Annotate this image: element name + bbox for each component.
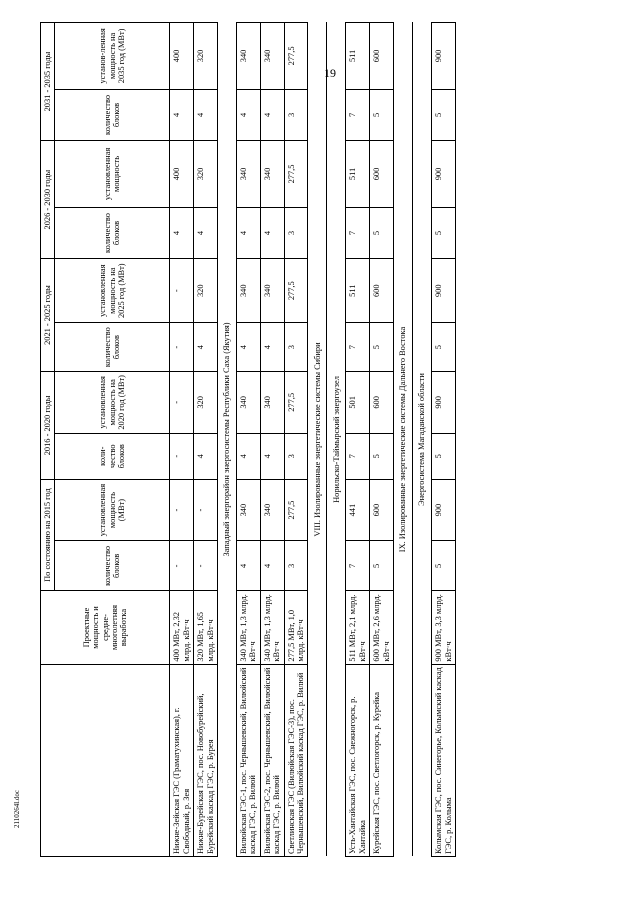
table-header	[41, 23, 170, 857]
table-row	[346, 23, 370, 857]
capacity-value-cell: 900	[432, 259, 456, 323]
group-header: 2016 - 2020 годы	[41, 372, 55, 480]
plant-name-cell: Усть-Хантайская ГЭС, пос. Снежногорск, р. Хантайка	[346, 664, 370, 856]
capacity-value-cell: 600	[370, 23, 394, 90]
units-count-cell: 4	[237, 207, 261, 258]
table-row	[284, 23, 308, 857]
project-header: Проектные мощность и средне-многолетняя выработка	[41, 591, 170, 664]
project-capacity-cell: 320 МВт, 1,65 млрд. кВт·ч	[194, 591, 218, 664]
capacity-value-cell: 277,5	[284, 479, 308, 541]
plant-name-cell: Светлинская ГЭС (Вилюйская ГЭС-3), пос. Чернышевский, Вилюйский каскад ГЭС, р. Вилюй	[284, 664, 308, 856]
units-count-cell: 4	[194, 207, 218, 258]
plant-name-cell: Нижне-Бурейская ГЭС, пос. Новобурейский, Бурейский каскад ГЭС, р. Бурея	[194, 664, 218, 856]
capacity-value-cell: 600	[370, 141, 394, 208]
capacity-value-cell: -	[170, 479, 194, 541]
units-count-cell: 5	[432, 541, 456, 591]
capacity-value-cell: 340	[237, 141, 261, 208]
sub-header: коли-чество блоков	[55, 433, 170, 479]
plant-name-cell: Колымская ГЭС, пос. Синегорье, Колымский каскад ГЭС, р. Колыма	[432, 664, 456, 856]
capacity-value-cell: 320	[194, 259, 218, 323]
units-count-cell: 4	[237, 89, 261, 140]
units-count-cell: 5	[432, 323, 456, 372]
capacity-value-cell: 340	[260, 479, 284, 541]
capacity-value-cell: 900	[432, 372, 456, 434]
project-capacity-cell: 277,5 МВт, 1,0 млрд. кВт·ч	[284, 591, 308, 664]
group-header: По состоянию на 2015 год	[41, 479, 55, 591]
project-capacity-cell: 340 МВт, 1,3 млрд. кВт·ч	[260, 591, 284, 664]
units-count-cell: 4	[260, 541, 284, 591]
units-count-cell: -	[170, 433, 194, 479]
sub-header: установленная мощность	[55, 141, 170, 208]
capacity-value-cell: 320	[194, 141, 218, 208]
section-title: Энергосистема Магаданской области	[413, 23, 432, 857]
units-count-cell: 5	[432, 433, 456, 479]
project-capacity-cell: 511 МВт, 2,1 млрд. кВт·ч	[346, 591, 370, 664]
capacity-value-cell: 340	[237, 259, 261, 323]
project-capacity-cell: 600 МВт, 2,6 млрд. кВт·ч	[370, 591, 394, 664]
units-count-cell: 5	[370, 323, 394, 372]
units-count-cell: 4	[194, 433, 218, 479]
capacity-value-cell: 340	[260, 141, 284, 208]
capacity-value-cell: 501	[346, 372, 370, 434]
units-count-cell: -	[194, 541, 218, 591]
section-title: Норильско-Таймырский энергоузел	[327, 23, 346, 857]
plant-name-cell: Вилюйская ГЭС-1, пос. Чернышевский, Вилюйский каскад ГЭС, р. Вилюй	[237, 664, 261, 856]
file-name-footer: 2110264l.doc	[13, 789, 21, 828]
units-count-cell: 5	[432, 89, 456, 140]
units-count-cell: 7	[346, 323, 370, 372]
hydro-plants-table	[40, 22, 456, 857]
table-row	[237, 23, 261, 857]
plant-name-cell: Нижне-Зейская ГЭС (Граматухинская), г. Свободный, р. Зея	[170, 664, 194, 856]
capacity-value-cell: 400	[170, 141, 194, 208]
capacity-value-cell: 600	[370, 372, 394, 434]
units-count-cell: 4	[237, 433, 261, 479]
capacity-value-cell: 340	[260, 23, 284, 90]
units-count-cell: 3	[284, 323, 308, 372]
section-title-row	[327, 23, 346, 857]
project-capacity-cell: 340 МВт, 1,3 млрд. кВт·ч	[237, 591, 261, 664]
units-count-cell: 3	[284, 433, 308, 479]
units-count-cell: 5	[432, 207, 456, 258]
table-row	[194, 23, 218, 857]
units-count-cell: 4	[237, 541, 261, 591]
project-capacity-cell: 400 МВт, 2,32 млрд. кВт·ч	[170, 591, 194, 664]
units-count-cell: 5	[370, 541, 394, 591]
units-count-cell: 4	[260, 433, 284, 479]
sub-header: количество блоков	[55, 207, 170, 258]
sub-header: количество блоков	[55, 323, 170, 372]
capacity-value-cell: 340	[237, 23, 261, 90]
capacity-value-cell: -	[170, 259, 194, 323]
units-count-cell: 4	[237, 323, 261, 372]
capacity-value-cell: 900	[432, 141, 456, 208]
capacity-value-cell: -	[170, 372, 194, 434]
units-count-cell: 7	[346, 541, 370, 591]
section-title-row	[413, 23, 432, 857]
units-count-cell: 7	[346, 89, 370, 140]
capacity-value-cell: 277,5	[284, 141, 308, 208]
units-count-cell: 3	[284, 541, 308, 591]
group-header: 2031 - 2035 годы	[41, 23, 55, 141]
capacity-value-cell: 600	[370, 479, 394, 541]
sub-header: установленная мощность на 2025 год (МВт)	[55, 259, 170, 323]
capacity-value-cell: 511	[346, 259, 370, 323]
rotated-table-container	[40, 22, 640, 857]
section-title: Западный энергорайон энергосистемы Республики Саха (Якутия)	[218, 23, 237, 857]
section-title: VIII. Изолированные энергетические системы Сибири	[308, 23, 327, 857]
capacity-value-cell: 320	[194, 372, 218, 434]
group-header: 2026 - 2030 годы	[41, 141, 55, 259]
units-count-cell: 4	[194, 89, 218, 140]
units-count-cell: 5	[370, 89, 394, 140]
capacity-value-cell: 511	[346, 141, 370, 208]
section-title-row	[218, 23, 237, 857]
capacity-value-cell: 277,5	[284, 259, 308, 323]
units-count-cell: 4	[170, 89, 194, 140]
section-title: IX. Изолированные энергетические системы Дальнего Востока	[394, 23, 413, 857]
capacity-value-cell: -	[194, 479, 218, 541]
units-count-cell: 4	[260, 207, 284, 258]
capacity-value-cell: 340	[260, 372, 284, 434]
page-number: 19	[324, 66, 336, 80]
table-row	[260, 23, 284, 857]
capacity-value-cell: 340	[260, 259, 284, 323]
capacity-value-cell: 277,5	[284, 23, 308, 90]
capacity-value-cell: 340	[237, 372, 261, 434]
table-row	[170, 23, 194, 857]
capacity-value-cell: 511	[346, 23, 370, 90]
table-row	[432, 23, 456, 857]
units-count-cell: 3	[284, 207, 308, 258]
units-count-cell: 4	[260, 89, 284, 140]
plant-header	[41, 664, 170, 856]
section-title-row	[394, 23, 413, 857]
capacity-value-cell: 320	[194, 23, 218, 90]
capacity-value-cell: 277,5	[284, 372, 308, 434]
capacity-value-cell: 400	[170, 23, 194, 90]
capacity-value-cell: 600	[370, 259, 394, 323]
table-row	[370, 23, 394, 857]
units-count-cell: 4	[170, 207, 194, 258]
units-count-cell: 4	[194, 323, 218, 372]
project-capacity-cell: 900 МВт, 3,3 млрд. кВт·ч	[432, 591, 456, 664]
units-count-cell: 5	[370, 433, 394, 479]
sub-header: установленная мощность (МВт)	[55, 479, 170, 541]
units-count-cell: 7	[346, 207, 370, 258]
units-count-cell: -	[170, 323, 194, 372]
sub-header: количество блоков	[55, 541, 170, 591]
capacity-value-cell: 900	[432, 23, 456, 90]
capacity-value-cell: 340	[237, 479, 261, 541]
plant-name-cell: Курейская ГЭС, пос. Светлогорск, р. Курейка	[370, 664, 394, 856]
units-count-cell: 4	[260, 323, 284, 372]
sub-header: количество блоков	[55, 89, 170, 140]
units-count-cell: -	[170, 541, 194, 591]
units-count-cell: 5	[370, 207, 394, 258]
group-header: 2021 - 2025 годы	[41, 259, 55, 372]
sub-header: установленная мощность на 2020 год (МВт)	[55, 372, 170, 434]
section-title-row	[308, 23, 327, 857]
table-body	[170, 23, 456, 857]
units-count-cell: 3	[284, 89, 308, 140]
units-count-cell: 7	[346, 433, 370, 479]
sub-header: установ-ленная мощность на 2035 год (МВт)	[55, 23, 170, 90]
plant-name-cell: Вилюйская ГЭС-2, пос. Чернышевский, Вилюйский каскад ГЭС, р. Вилюй	[260, 664, 284, 856]
capacity-value-cell: 900	[432, 479, 456, 541]
capacity-value-cell: 441	[346, 479, 370, 541]
